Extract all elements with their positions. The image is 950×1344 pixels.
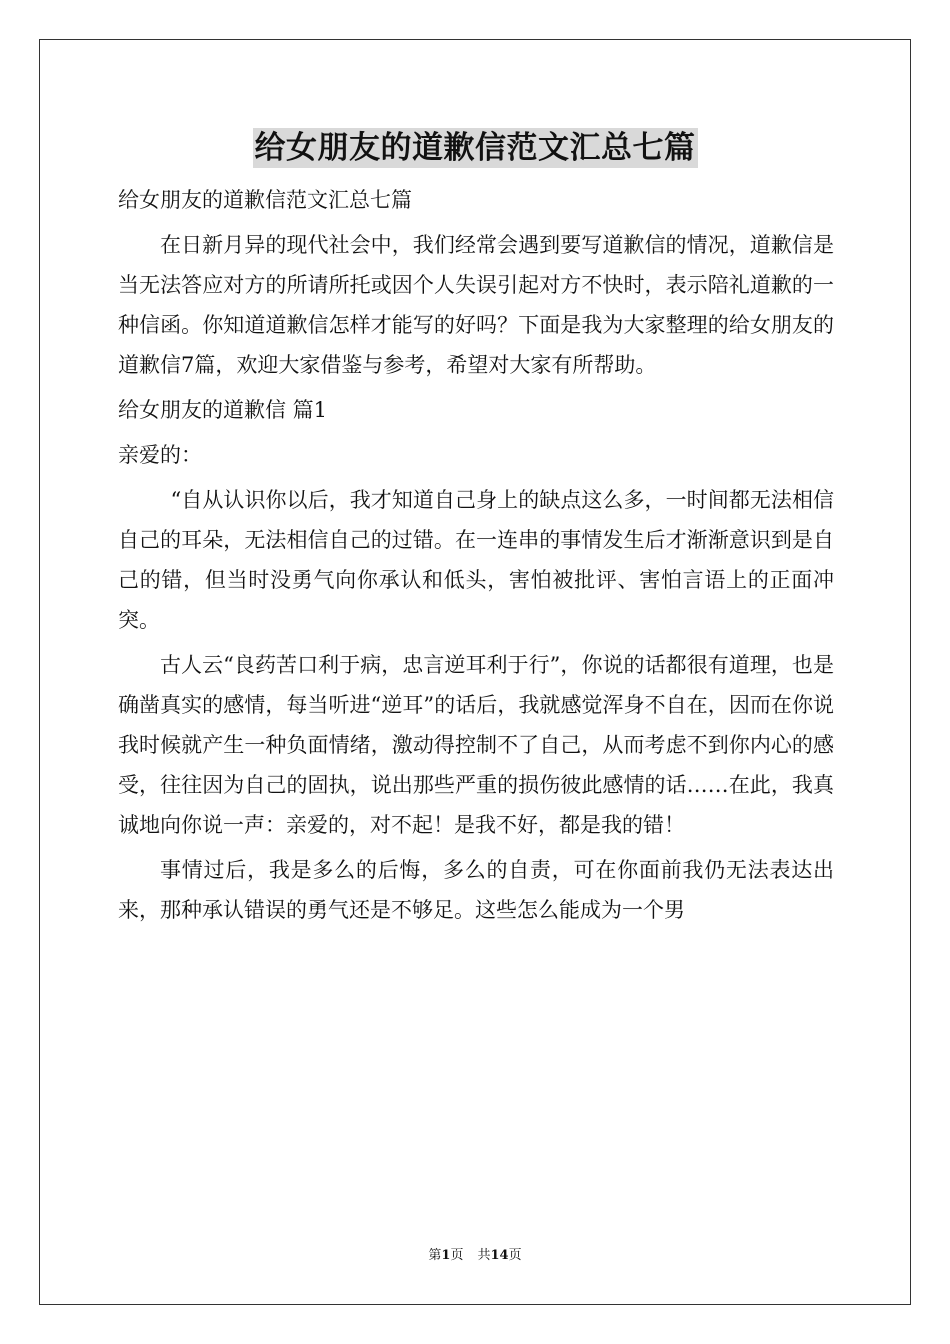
body-paragraph-1: “自从认识你以后，我才知道自己身上的缺点这么多，一时间都无法相信自己的耳朵，无法相信自己的过错。在一连串的事情发生后才渐渐意识到是自己的错，但当时没勇气向你承认和低头，害怕被批评、害怕言语上的正面冲突。 <box>118 488 834 632</box>
section-heading: 给女朋友的道歉信 篇1 <box>118 398 328 422</box>
document-body <box>118 180 834 935</box>
total-suffix: 页 <box>508 1248 522 1263</box>
page-current: 1 <box>441 1248 451 1263</box>
salutation: 亲爱的： <box>118 443 202 467</box>
intro-paragraph: 在日新月异的现代社会中，我们经常会遇到要写道歉信的情况，道歉信是当无法答应对方的所请所托或因个人失误引起对方不快时，表示陪礼道歉的一种信函。你知道道歉信怎样才能写的好吗？下面是我为大家整理的给女朋友的道歉信7篇，欢迎大家借鉴与参考，希望对大家有所帮助。 <box>118 233 834 377</box>
body-paragraph-3: 事情过后，我是多么的后悔，多么的自责，可在你面前我仍无法表达出来，那种承认错误的勇气还是不够足。这些怎么能成为一个男 <box>118 858 834 922</box>
page-prefix: 第 <box>428 1248 442 1263</box>
body-paragraph-2: 古人云“良药苦口利于病，忠言逆耳利于行”，你说的话都很有道理，也是确凿真实的感情，每当听进“逆耳”的话后，我就感觉浑身不自在，因而在你说我时候就产生一种负面情绪，激动得控制不了自己，从而考虑不到你内心的感受，往往因为自己的固执，说出那些严重的损伤彼此感情的话……在此，我真诚地向你说一声：亲爱的，对不起！是我不好，都是我的错！ <box>118 653 834 837</box>
document-subtitle: 给女朋友的道歉信范文汇总七篇 <box>118 188 412 212</box>
page-suffix: 页 <box>450 1248 464 1263</box>
document-title: 给女朋友的道歉信范文汇总七篇 <box>254 130 696 166</box>
page-footer <box>0 1244 950 1263</box>
title-container <box>0 128 950 168</box>
page-total: 14 <box>490 1248 509 1263</box>
total-prefix: 共 <box>477 1248 491 1263</box>
